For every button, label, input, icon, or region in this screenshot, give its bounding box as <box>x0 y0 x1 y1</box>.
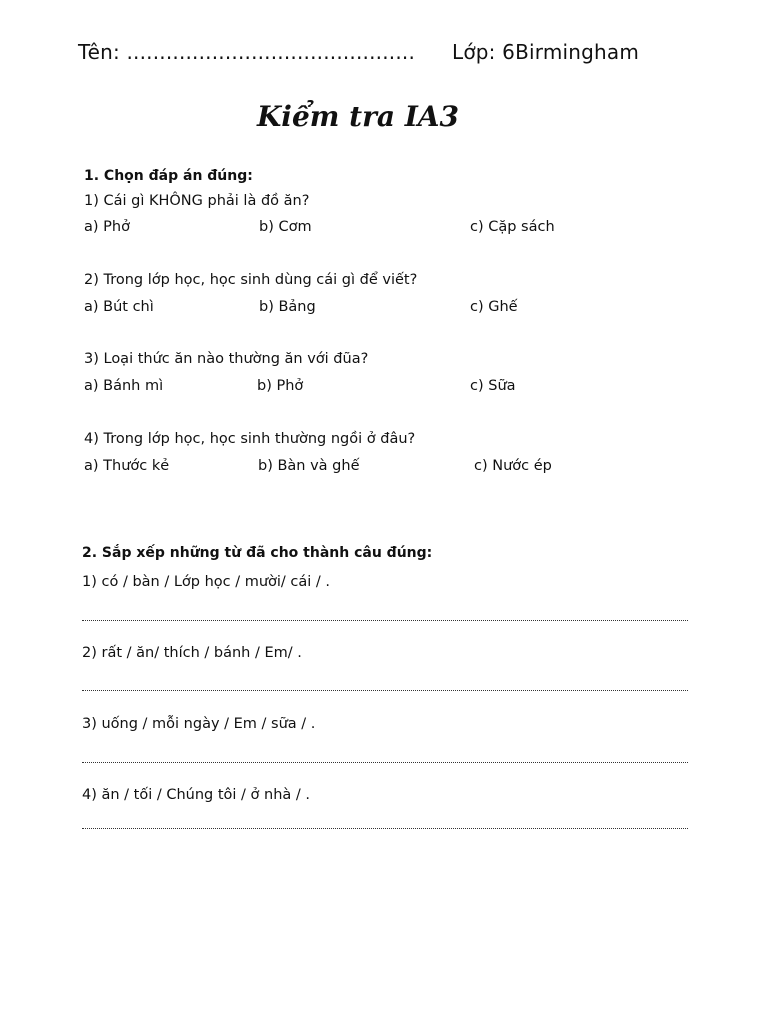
sentence-item-4: 4) ăn / tối / Chúng tôi / ở nhà / . <box>82 787 311 803</box>
sentence-item-1: 1) có / bàn / Lớp học / mười/ cái / . <box>82 574 331 590</box>
question-1-option-a: a) Phở <box>84 219 130 235</box>
question-1-option-c: c) Cặp sách <box>470 219 555 235</box>
question-1: 1) Cái gì KHÔNG phải là đồ ăn? <box>84 193 310 209</box>
question-4-option-c: c) Nước ép <box>474 458 552 474</box>
answer-line-3[interactable] <box>82 762 688 763</box>
question-4-option-b: b) Bàn và ghế <box>258 458 360 474</box>
question-3-option-c: c) Sữa <box>470 378 516 394</box>
question-3: 3) Loại thức ăn nào thường ăn với đũa? <box>84 351 369 367</box>
sentence-item-2: 2) rất / ăn/ thích / bánh / Em/ . <box>82 645 302 661</box>
question-2-option-c: c) Ghế <box>470 299 518 315</box>
section-2-heading: 2. Sắp xếp những từ đã cho thành câu đúng: <box>82 545 433 561</box>
question-2-option-b: b) Bảng <box>259 299 316 315</box>
question-2: 2) Trong lớp học, học sinh dùng cái gì để viết? <box>84 272 418 288</box>
question-4: 4) Trong lớp học, học sinh thường ngồi ở đâu? <box>84 431 416 447</box>
answer-line-4[interactable] <box>82 828 688 829</box>
student-name-field: Tên: ............................................ <box>78 40 416 64</box>
question-3-option-a: a) Bánh mì <box>84 378 164 394</box>
answer-line-2[interactable] <box>82 690 688 691</box>
section-1-heading: 1. Chọn đáp án đúng: <box>84 168 253 184</box>
class-label: Lớp: 6Birmingham <box>452 40 640 64</box>
question-2-option-a: a) Bút chì <box>84 299 154 315</box>
question-4-option-a: a) Thước kẻ <box>84 458 170 474</box>
answer-line-1[interactable] <box>82 620 688 621</box>
sentence-item-3: 3) uống / mỗi ngày / Em / sữa / . <box>82 716 316 732</box>
question-1-option-b: b) Cơm <box>259 219 312 235</box>
question-3-option-b: b) Phở <box>257 378 304 394</box>
page-title: Kiểm tra IA3 <box>256 100 460 133</box>
